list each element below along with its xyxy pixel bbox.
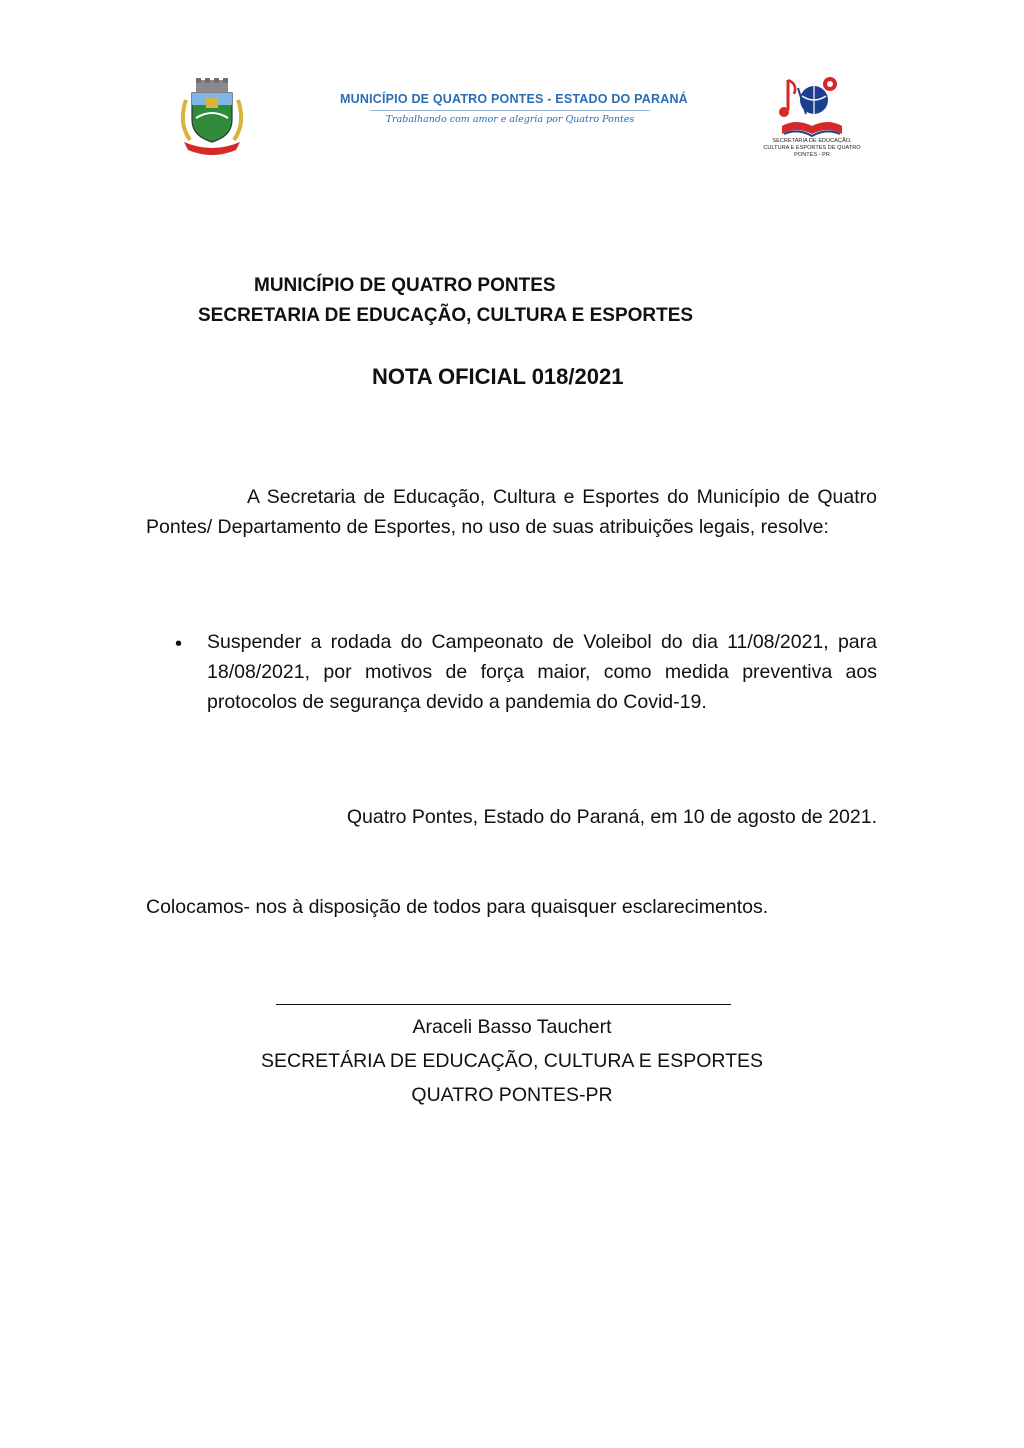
secretaria-heading: SECRETARIA DE EDUCAÇÃO, CULTURA E ESPORTES [198,305,694,326]
municipal-coat-of-arms-icon [176,78,248,156]
letterhead-slogan: Trabalhando com amor e alegria por Quatro Pontes [385,114,635,125]
signer-role: SECRETÁRIA DE EDUCAÇÃO, CULTURA E ESPORTES [260,1050,764,1072]
signer-city: QUATRO PONTES-PR [411,1084,613,1106]
signature-line [276,1004,731,1005]
municipio-heading: MUNICÍPIO DE QUATRO PONTES [254,275,556,296]
letterhead-banner [340,92,688,125]
bullet-dot: • [175,633,183,655]
education-culture-sports-logo-icon [772,74,852,146]
letterhead-title: MUNICÍPIO DE QUATRO PONTES - ESTADO DO PARANÁ [340,92,688,106]
intro-paragraph: A Secretaria de Educação, Cultura e Esportes do Município de Quatro Pontes/ Departamento de Esportes, no uso de suas atribuições legais, resolve: [146,486,877,538]
closing-line: Colocamos- nos à disposição de todos para quaisquer esclarecimentos. [146,896,769,918]
secretaria-logo-caption: SECRETARIA DE EDUCAÇÃO, CULTURA E ESPORTES DE QUATRO PONTES - PR [763,138,861,158]
resolution-bullet-item: Suspender a rodada do Campeonato de Voleibol do dia 11/08/2021, para 18/08/2021, por motivos de força maior, como medida preventiva aos protocolos de segurança devido a pandemia do Covid-19. [207,631,877,713]
letterhead-divider [370,110,650,111]
signer-name: Araceli Basso Tauchert [412,1016,612,1038]
place-and-date: Quatro Pontes, Estado do Paraná, em 10 de agosto de 2021. [346,806,877,828]
nota-oficial-title: NOTA OFICIAL 018/2021 [372,364,624,389]
